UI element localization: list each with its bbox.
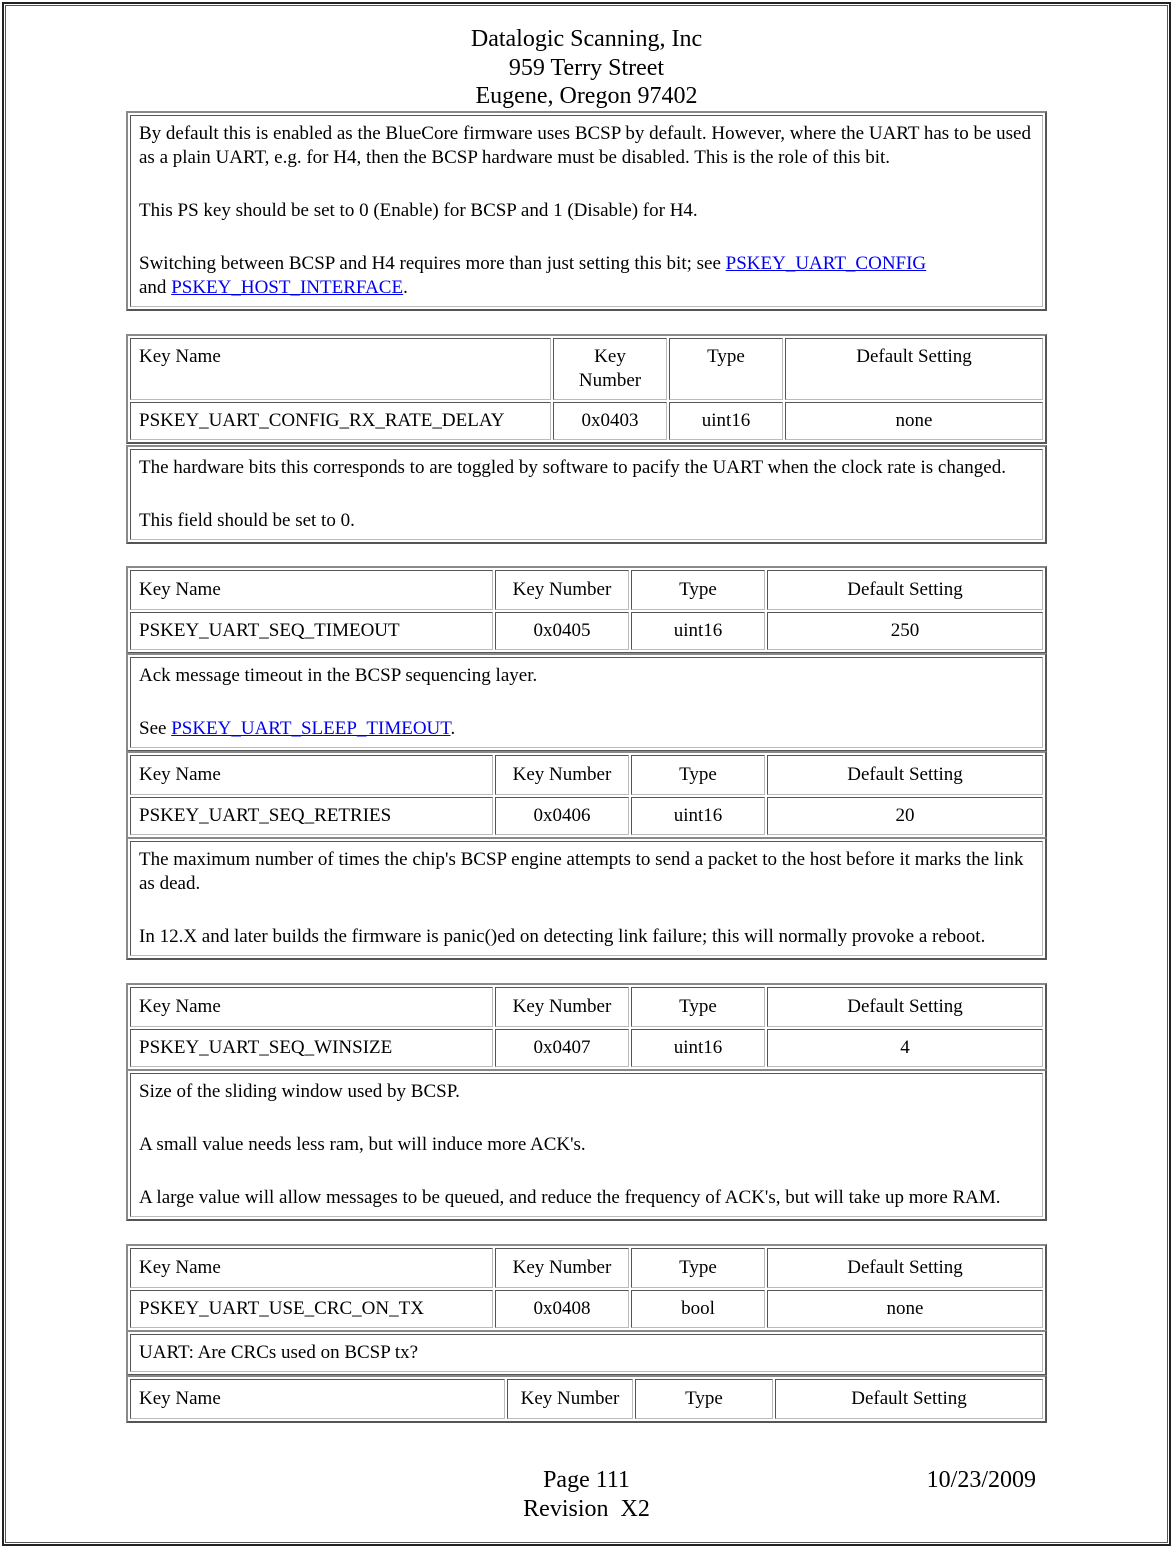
key-name: PSKEY_UART_SEQ_RETRIES bbox=[130, 797, 493, 835]
header-type: Type bbox=[669, 338, 783, 400]
description-paragraph: By default this is enabled as the BlueCore firmware uses BCSP by default. However, where the UART has to be used as a plain UART, e.g. for H4, then the BCSP hardware must be disabled. This is the role of this bit. bbox=[139, 123, 1031, 168]
description-table-use-crc-on-tx bbox=[126, 1330, 1047, 1376]
description-table-seq-retries bbox=[126, 837, 1047, 960]
key-name: PSKEY_UART_USE_CRC_ON_TX bbox=[130, 1290, 493, 1328]
description-paragraph: Size of the sliding window used by BCSP. bbox=[139, 1081, 460, 1102]
key-table-seq-timeout bbox=[126, 566, 1047, 654]
header-key-number: Key Number bbox=[507, 1379, 633, 1419]
key-default: none bbox=[767, 1290, 1043, 1328]
key-type: uint16 bbox=[631, 1029, 765, 1067]
company-name: Datalogic Scanning, Inc bbox=[470, 26, 703, 52]
description-cell bbox=[130, 115, 1043, 307]
description-paragraph: UART: Are CRCs used on BCSP tx? bbox=[139, 1342, 419, 1363]
link-pskey-uart-sleep-timeout[interactable]: PSKEY_UART_SLEEP_TIMEOUT bbox=[171, 718, 451, 739]
header-key-name: Key Name bbox=[130, 570, 493, 610]
description-cell bbox=[130, 1073, 1043, 1217]
description-paragraph: In 12.X and later builds the firmware is panic()ed on detecting link failure; this will normally provoke a reboot. bbox=[139, 926, 986, 947]
key-type: bool bbox=[631, 1290, 765, 1328]
header-key-name: Key Name bbox=[130, 987, 493, 1027]
footer-date: 10/23/2009 bbox=[926, 1467, 1036, 1493]
header-default-setting: Default Setting bbox=[767, 570, 1043, 610]
description-paragraph: See PSKEY_UART_SLEEP_TIMEOUT. bbox=[139, 718, 456, 739]
key-number: 0x0407 bbox=[495, 1029, 629, 1067]
description-table-seq-timeout bbox=[126, 653, 1047, 752]
link-pskey-uart-config[interactable]: PSKEY_UART_CONFIG bbox=[725, 253, 927, 274]
revision: Revision X2 bbox=[523, 1495, 650, 1522]
description-cell bbox=[130, 1334, 1043, 1372]
key-default: 4 bbox=[767, 1029, 1043, 1067]
header-key-number: Key Number bbox=[495, 755, 629, 795]
header-key-name: Key Name bbox=[130, 1379, 505, 1419]
key-number: 0x0406 bbox=[495, 797, 629, 835]
header-default-setting: Default Setting bbox=[785, 338, 1043, 400]
header-default-setting: Default Setting bbox=[767, 987, 1043, 1027]
description-cell bbox=[130, 657, 1043, 748]
description-paragraph: The hardware bits this corresponds to are toggled by software to pacify the UART when the clock rate is changed. bbox=[139, 457, 1006, 478]
key-name: PSKEY_UART_SEQ_TIMEOUT bbox=[130, 612, 493, 650]
description-paragraph: This PS key should be set to 0 (Enable) for BCSP and 1 (Disable) for H4. bbox=[139, 200, 698, 221]
page-number: Page 111 bbox=[543, 1467, 630, 1493]
key-default: 20 bbox=[767, 797, 1043, 835]
key-type: uint16 bbox=[631, 797, 765, 835]
description-paragraph: A small value needs less ram, but will induce more ACK's. bbox=[139, 1134, 586, 1155]
description-cell bbox=[130, 841, 1043, 956]
key-table-seq-winsize bbox=[126, 983, 1047, 1071]
header-type: Type bbox=[631, 570, 765, 610]
key-number: 0x0405 bbox=[495, 612, 629, 650]
header-key-number: Key Number bbox=[495, 987, 629, 1027]
header-key-name: Key Name bbox=[130, 755, 493, 795]
key-table-next bbox=[126, 1375, 1047, 1423]
header-key-number: Key Number bbox=[495, 570, 629, 610]
key-table-seq-retries bbox=[126, 751, 1047, 839]
key-table-use-crc-on-tx bbox=[126, 1244, 1047, 1332]
key-type: uint16 bbox=[631, 612, 765, 650]
description-table-rx-rate-delay bbox=[126, 445, 1047, 544]
description-paragraph: This field should be set to 0. bbox=[139, 510, 355, 531]
description-paragraph: A large value will allow messages to be queued, and reduce the frequency of ACK's, but will take up more RAM. bbox=[139, 1187, 1001, 1208]
description-table-seq-winsize bbox=[126, 1069, 1047, 1221]
description-paragraph: The maximum number of times the chip's BCSP engine attempts to send a packet to the host before it marks the link as dead. bbox=[139, 849, 1024, 894]
key-number: 0x0408 bbox=[495, 1290, 629, 1328]
header-type: Type bbox=[631, 1248, 765, 1288]
header-type: Type bbox=[635, 1379, 773, 1419]
key-name: PSKEY_UART_CONFIG_RX_RATE_DELAY bbox=[130, 402, 551, 440]
description-cell bbox=[130, 449, 1043, 540]
link-pskey-host-interface[interactable]: PSKEY_HOST_INTERFACE bbox=[171, 277, 404, 298]
header-default-setting: Default Setting bbox=[775, 1379, 1043, 1419]
company-street: 959 Terry Street bbox=[508, 54, 665, 81]
header-default-setting: Default Setting bbox=[767, 1248, 1043, 1288]
header-type: Type bbox=[631, 987, 765, 1027]
description-paragraph: Ack message timeout in the BCSP sequencing layer. bbox=[139, 665, 538, 686]
description-table-uart-bcsp bbox=[126, 111, 1047, 311]
key-name: PSKEY_UART_SEQ_WINSIZE bbox=[130, 1029, 493, 1067]
key-number: 0x0403 bbox=[553, 402, 667, 440]
header-type: Type bbox=[631, 755, 765, 795]
key-type: uint16 bbox=[669, 402, 783, 440]
page-header bbox=[0, 25, 1173, 111]
header-key-name: Key Name bbox=[130, 338, 551, 400]
description-paragraph: Switching between BCSP and H4 requires more than just setting this bit; see PSKEY_UART_CONFIG and PSKEY_HOST_INTERFACE. bbox=[139, 253, 927, 298]
key-table-rx-rate-delay bbox=[126, 334, 1047, 444]
header-key-name: Key Name bbox=[130, 1248, 493, 1288]
key-default: none bbox=[785, 402, 1043, 440]
header-key-number: Key Number bbox=[553, 338, 667, 400]
header-default-setting: Default Setting bbox=[767, 755, 1043, 795]
key-default: 250 bbox=[767, 612, 1043, 650]
company-city: Eugene, Oregon 97402 bbox=[475, 83, 698, 109]
header-key-number: Key Number bbox=[495, 1248, 629, 1288]
